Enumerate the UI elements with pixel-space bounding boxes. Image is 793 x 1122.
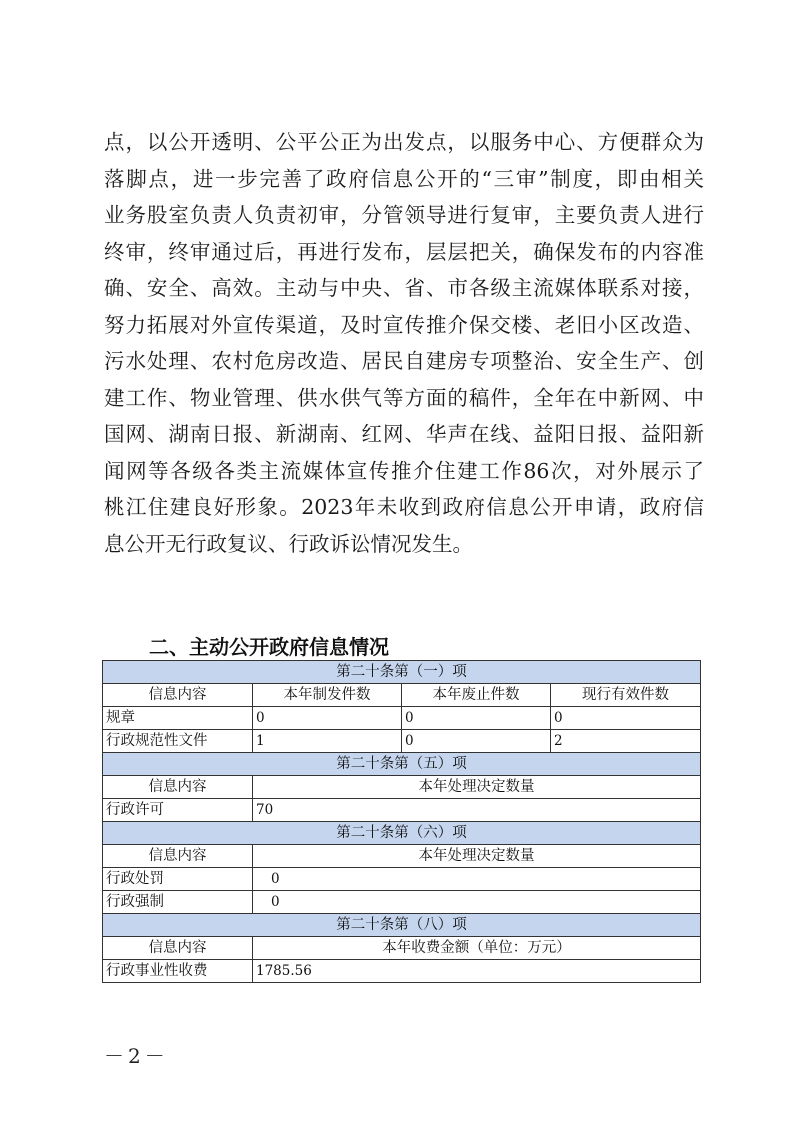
row-label: 行政事业性收费 (103, 960, 253, 983)
body-line: 终审，终审通过后，再进行发布，层层把关，确保发布的内容准 (104, 239, 704, 264)
cell-value: 0 (253, 707, 402, 730)
body-line: 息公开无行政复议、行政诉讼情况发生。 (104, 531, 473, 556)
section-header-row (103, 661, 701, 684)
column-header: 本年处理决定数量 (253, 776, 701, 799)
column-header: 本年废止件数 (402, 684, 551, 707)
body-line: 建工作、物业管理、供水供气等方面的稿件，全年在中新网、中 (104, 385, 704, 410)
body-line: 落脚点，进一步完善了政府信息公开的“三审”制度，即由相关 (104, 166, 704, 191)
cell-value: 1 (253, 730, 402, 753)
column-header-row (103, 776, 701, 799)
row-label: 行政处罚 (103, 868, 253, 891)
body-paragraph (104, 124, 704, 562)
section-header-row (103, 914, 701, 937)
column-header-row (103, 845, 701, 868)
body-line: 点，以公开透明、公平公正为出发点，以服务中心、方便群众为 (104, 130, 704, 154)
column-header: 信息内容 (103, 845, 253, 868)
page-number: －2－ (104, 1044, 169, 1068)
table-row (103, 799, 701, 822)
section-title: 第二十条第（六）项 (103, 822, 701, 845)
cell-value: 0 (253, 868, 701, 891)
row-label: 行政强制 (103, 891, 253, 914)
table-row (103, 868, 701, 891)
section-header-row (103, 753, 701, 776)
body-line: 污水处理、农村危房改造、居民自建房专项整治、安全生产、创 (104, 349, 704, 373)
section-title: 第二十条第（八）项 (103, 914, 701, 937)
section-header-row (103, 822, 701, 845)
body-line: 国网、湖南日报、新湖南、红网、华声在线、益阳日报、益阳新 (104, 422, 704, 446)
column-header: 信息内容 (103, 937, 253, 960)
column-header: 本年制发件数 (253, 684, 402, 707)
column-header: 本年收费金额（单位：万元） (253, 937, 701, 960)
cell-value: 1785.56 (253, 960, 701, 983)
table-row (103, 730, 701, 753)
body-line: 业务股室负责人负责初审，分管领导进行复审，主要负责人进行 (104, 203, 704, 227)
cell-value: 0 (402, 730, 551, 753)
body-line: 确、安全、高效。主动与中央、省、市各级主流媒体联系对接， (104, 276, 704, 300)
table-row (103, 960, 701, 983)
column-header-row (103, 937, 701, 960)
disclosure-table (102, 660, 701, 983)
column-header: 现行有效件数 (551, 684, 701, 707)
section-heading: 二、主动公开政府信息情况 (149, 635, 389, 659)
row-label: 行政许可 (103, 799, 253, 822)
body-line: 桃江住建良好形象。2023年未收到政府信息公开申请，政府信 (104, 495, 704, 519)
cell-value: 0 (253, 891, 701, 914)
section-title: 第二十条第（一）项 (103, 661, 701, 684)
section-title: 第二十条第（五）项 (103, 753, 701, 776)
body-line: 努力拓展对外宣传渠道，及时宣传推介保交楼、老旧小区改造、 (104, 312, 704, 337)
column-header-row (103, 684, 701, 707)
cell-value: 0 (551, 707, 701, 730)
body-line: 闻网等各级各类主流媒体宣传推介住建工作86次，对外展示了 (104, 458, 704, 483)
cell-value: 0 (402, 707, 551, 730)
column-header: 本年处理决定数量 (253, 845, 701, 868)
cell-value: 70 (253, 799, 701, 822)
table-row (103, 707, 701, 730)
row-label: 行政规范性文件 (103, 730, 253, 753)
cell-value: 2 (551, 730, 701, 753)
column-header: 信息内容 (103, 776, 253, 799)
table-row (103, 891, 701, 914)
column-header: 信息内容 (103, 684, 253, 707)
row-label: 规章 (103, 707, 253, 730)
